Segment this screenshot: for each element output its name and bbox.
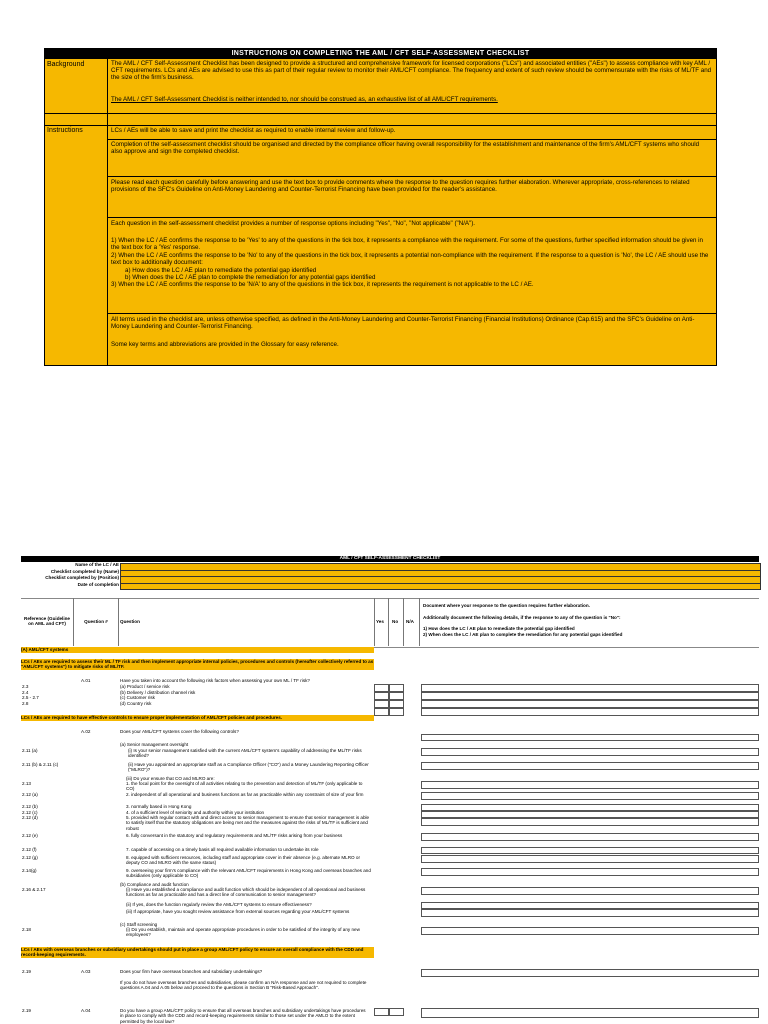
ref-a02-11: 2.14(g) [22, 868, 37, 873]
date-of-completion-field[interactable] [120, 583, 761, 591]
a02-question-iii: (iii) Do your ensure that CO and MLRO are: [126, 776, 215, 781]
checklist-title: AML / CFT SELF-ASSESSMENT CHECKLIST [21, 556, 759, 562]
a02-sub-c: (c) Staff screening [120, 922, 158, 927]
a02-l6-comment-field[interactable] [421, 833, 759, 841]
a02-l5-comment-field[interactable] [421, 818, 759, 826]
a01-d-no-checkbox[interactable] [389, 708, 404, 716]
ref-a01-b: 2.4 [22, 689, 29, 695]
a02-l1: 1. the focal point for the oversight of all activities relating to the prevention and detection of ML/TF (only applicable to CO) [126, 781, 363, 792]
row-divider [107, 217, 716, 218]
column-divider [107, 59, 108, 365]
a03-comment-field[interactable] [421, 969, 759, 977]
a02-c-i-comment-field[interactable] [421, 927, 759, 935]
a02-a-i-comment-field[interactable] [421, 748, 759, 756]
header-question: Question [120, 619, 140, 624]
ref-a02-7: 2.12 (d) [22, 815, 38, 820]
meta-label-completed-by-name: Checklist completed by (Name) [50, 568, 119, 574]
ref-a02-4: 2.12 (a) [22, 792, 38, 797]
a01-item-b: (b) Delivery / distribution channel risk [120, 689, 196, 695]
section-divider [45, 125, 716, 126]
ref-a02-2: 2.11 (b) & 2.11 (c) [22, 762, 59, 767]
a02-l2: 2. independent of all operational and business functions as far as practicable within any constraint of size of your firm [126, 792, 364, 797]
a02-l7: 7. capable of accessing on a timely basis all required available information to undertake its role [126, 847, 319, 852]
a01-item-a: (a) Product / service risk [120, 684, 170, 689]
section-a-title: (A) AML/CFT systems [21, 647, 374, 653]
a02-b-ii-comment-field[interactable] [421, 902, 759, 909]
a01-b-yes-checkbox[interactable] [374, 692, 389, 700]
instructions-paragraph-5e: 3) When the LC / AE confirms the response to be 'N/A' to any of the questions in the tick box, it represents the requirement is not applicable to the LC / AE. [111, 281, 534, 288]
instructions-paragraph-4: Each question in the self-assessment checklist provides a number of response options including "Yes", "No", "Not applicable" ("N/A"). [111, 220, 476, 227]
ref-a02-1: 2.11 (a) [22, 748, 38, 753]
header-na: N/A [406, 619, 414, 624]
a04-no-checkbox[interactable] [389, 1008, 404, 1016]
instructions-paragraph-5d: b) When does the LC / AE plan to complete the remediation for any potential gaps identified [125, 274, 376, 281]
checklist-sheet [21, 556, 759, 1024]
a01-b-no-checkbox[interactable] [389, 692, 404, 700]
a01-c-no-checkbox[interactable] [389, 700, 404, 708]
instructions-paragraph-7: Some key terms and abbreviations are provided in the Glossary for easy reference. [111, 341, 339, 348]
background-paragraph-1: The AML / CFT Self-Assessment Checklist has been designed to provide a structured and comprehensive framework for licensed corporations ("LCs") and associated entities ("AEs") to assess compliance with key AML / CFT requirements. LCs and AEs are advised to use this as part of their regular review to monitor their AML/CFT compliance. The frequency and extent of such review should be commensurate with the risks of ML/TF and the size of the firm's business. [111, 60, 712, 82]
header-doc-3: 1) How does the LC / AE plan to remediate the potential gap identified [423, 626, 575, 631]
header-reference: Reference (Guideline on AML and CFT) [24, 616, 70, 627]
a01-item-c: (c) Customer risk [120, 695, 155, 700]
background-label: Background [47, 61, 85, 68]
a02-b-i-comment-field[interactable] [421, 887, 759, 895]
a04-yes-checkbox[interactable] [374, 1008, 389, 1016]
header-doc-2: Additionally document the following details, if the response to any of the question is "No": [423, 615, 621, 620]
a02-question-ii: (ii) Have you appointed an appropriate staff as a Compliance Officer ("CO") and a Money Laundering Reporting Officer ("MLRO")? [128, 762, 369, 773]
header-question-number: Question # [84, 619, 108, 624]
ref-a02-5: 2.12 (b) [22, 804, 38, 809]
background-paragraph-2: The AML / CFT Self-Assessment Checklist is neither intended to, nor should be construed as, an exhaustive list of all AML/CFT requirements. [111, 96, 498, 103]
section-a-intro: LCs / AEs are required to assess their ML / TF risk and then implement appropriate internal policies, procedures and controls (hereafter collectively referred to as "AML/CFT systems") to mitigate risks of ML/TF. [21, 659, 374, 670]
a01-c-comment-field[interactable] [421, 700, 759, 708]
ref-a01-d: 2.8 [22, 700, 29, 706]
ref-a02-10: 2.12 (g) [22, 855, 38, 860]
ref-a04: 2.19 [22, 1008, 31, 1013]
meta-labels [21, 562, 119, 588]
a02-l1-comment-field[interactable] [421, 781, 759, 789]
meta-label-completed-by-position: Checklist completed by (Position) [45, 575, 119, 580]
a04-comment-field[interactable] [421, 1008, 759, 1018]
a02-l2-comment-field[interactable] [421, 792, 759, 800]
a01-a-no-checkbox[interactable] [389, 684, 404, 692]
question-number-a02: A.02 [81, 729, 91, 734]
a01-c-yes-checkbox[interactable] [374, 700, 389, 708]
a02-l5: 5. provided with regular contact with and direct access to senior management to ensure that senior management is able to satisfy itself that the statutory obligations are being met and the measures against the risks of ML/TF is sufficient and robust [126, 815, 370, 831]
a01-b-comment-field[interactable] [421, 692, 759, 700]
question-a02: Does your AML/CFT systems cover the following controls? [120, 729, 239, 734]
row-divider [107, 176, 716, 177]
a02-l4-comment-field[interactable] [421, 811, 759, 818]
a02-l8-comment-field[interactable] [421, 855, 759, 863]
a01-a-comment-field[interactable] [421, 684, 759, 692]
row-divider [107, 313, 716, 314]
a02-a-ii-comment-field[interactable] [421, 762, 759, 770]
ref-a02-8: 2.12 (e) [22, 833, 38, 838]
ref-a02-3: 2.13 [22, 781, 31, 786]
a02-l3-comment-field[interactable] [421, 804, 759, 811]
a02-l7-comment-field[interactable] [421, 847, 759, 854]
instructions-paragraph-6: All terms used in the checklist are, unless otherwise specified, as defined in the Anti-Money Laundering and Counter-Terrorist Financing (Financial Institutions) Ordinance (Cap.615) and the SFC's Guideline on Anti-Money Laundering and Counter-Terrorist Financing. [111, 316, 695, 331]
a01-item-d: (d) Country risk [120, 700, 152, 706]
instructions-paragraph-1: LCs / AEs will be able to save and print the checklist as required to enable internal review and follow-up. [111, 127, 396, 134]
instructions-paragraph-3: Please read each question carefully before answering and use the text box to provide comments where the response to the question requires further elaboration. Wherever appropriate, cross-references to related provisions of the SFC's Guideline on Anti-Money Laundering and Counter-Terrorist Financing have been provided for the reader's assistance. [111, 179, 690, 194]
a03-note: If you do not have overseas branches and subsidiaries, please confirm an N/A response and are not required to complete questions A.04 and A.05 below and proceed to the questions in Section B "Risk-Based Approach". [120, 980, 367, 991]
instructions-panel [44, 48, 717, 366]
ref-a02-6: 2.12 (c) [22, 809, 38, 815]
a02-l4: 4. of a sufficient level of seniority and authority within your institution [126, 809, 265, 815]
section-a-intro-2: LCs / AEs are required to have effective controls to ensure proper implementation of AML/CFT policies and procedures. [21, 715, 374, 721]
a02-sub-b: (b) Compliance and audit function [120, 882, 189, 887]
meta-label-date: Date of completion [77, 581, 119, 587]
a01-d-comment-field[interactable] [421, 708, 759, 716]
instructions-body [44, 59, 717, 366]
question-number-a03: A.03 [81, 969, 91, 974]
header-doc-4: 2) When does the LC / AE plan to complete the remediation for any potential gaps identified [423, 632, 623, 637]
ref-a02-c: 2.18 [22, 927, 31, 932]
a02-b-iii: (iii) If appropriate, have you sought review assistance from external sources regarding your AML/CFT systems [126, 909, 350, 914]
header-no: No [392, 619, 399, 624]
question-number-a01: A.01 [81, 678, 91, 683]
a02-l3: 3. normally based in Hong Kong [126, 804, 192, 809]
ref-a02-b: 2.16 & 2.17 [22, 887, 46, 892]
a01-a-yes-checkbox[interactable] [374, 684, 389, 692]
a02-l9-comment-field[interactable] [421, 868, 759, 876]
ref-a01-c: 2.5 - 2.7 [22, 695, 39, 700]
header-doc-1: Document where your response to the question requires further elaboration. [423, 603, 590, 608]
row-divider [107, 139, 716, 140]
instructions-title: INSTRUCTIONS ON COMPLETING THE AML / CFT SELF-ASSESSMENT CHECKLIST [44, 48, 717, 59]
question-a04: Do you have a group AML/CFT policy to ensure that all overseas branches and subsidiary undertakings have procedures in place to comply with the CDD and record-keeping requirements similar to those set under the AMLO to the extent permitted by the local law? [120, 1008, 366, 1024]
section-a-intro-3: LCs / AEs with overseas branches or subsidiary undertakings should put in place a group AML/CFT policy to ensure an overall compliance with the CDD and record-keeping requirements. [21, 947, 374, 958]
ref-a03: 2.19 [22, 969, 31, 974]
question-number-a04: A.04 [81, 1008, 91, 1013]
instructions-paragraph-5b: 2) When the LC / AE confirms the response to be 'No' to any of the questions in the tick box, it represents a potential non-compliance with the requirement. If the response to a question is 'No', the LC / AE should use the text box to additionally document: [111, 252, 709, 267]
a02-b-iii-comment-field[interactable] [421, 909, 759, 917]
instructions-paragraph-5a: 1) When the LC / AE confirms the response to be 'Yes' to any of the questions in the tick box, it represents a compliance with the requirement. For some of the questions, further specified information should be given in the text box for a 'Yes' response. [111, 237, 703, 252]
ref-a01-a: 2.3 [22, 684, 29, 689]
instructions-paragraph-5c: a) How does the LC / AE plan to remediate the potential gap identified [125, 267, 317, 274]
a02-question-i: (i) Is your senior management satisfied with the current AML/CFT system's capability of addressing the ML/TF risks identified? [128, 748, 362, 759]
a02-l9: 9. overseeing your firm's compliance with the relevant AML/CFT requirements in Hong Kong and overseas branches and subsidiaries (only applicable to CO) [126, 868, 371, 879]
a02-sub-a: (a) Senior management oversight [120, 742, 189, 747]
a02-c-i: (i) Do you establish, maintain and operate appropriate procedures in order to be satisfied of the integrity of any new employees? [126, 927, 360, 938]
a02-l8: 8. equipped with sufficient resources, including staff and appropriate cover in their absence (e.g. alternate MLRO or deputy CO and MLRO with the same status) [126, 855, 360, 866]
ref-a02-9: 2.12 (f) [22, 847, 37, 852]
a02-comment-field[interactable] [421, 734, 759, 741]
question-a03: Does your firm have overseas branches and subsidiary undertakings? [120, 969, 263, 974]
section-divider [45, 113, 716, 114]
instructions-paragraph-2: Completion of the self-assessment checklist should be organised and directed by the compliance officer having overall responsibility for the establishment and maintenance of the firm's AML/CFT systems who should also approve and sign the completed checklist. [111, 141, 700, 156]
meta-label-name: Name of the LC / AE [75, 562, 119, 567]
a02-b-ii: (ii) If yes, does the function regularly review the AML/CFT systems to ensure effectiveness? [126, 902, 312, 907]
instructions-label: Instructions [47, 127, 83, 134]
a02-l6: 6. fully conversant in the statutory and regulatory requirements and ML/TF risks arising from your business [126, 833, 343, 838]
question-a01: Have you taken into account the following risk factors when assessing your own ML / TF risk? [120, 678, 310, 683]
a02-b-i: (i) Have you established a compliance and audit function which should be independent of all operational and business functions as far as practicable and has a direct line of communication to senior management? [126, 887, 366, 898]
header-yes: Yes [376, 619, 384, 624]
a01-d-yes-checkbox[interactable] [374, 708, 389, 716]
